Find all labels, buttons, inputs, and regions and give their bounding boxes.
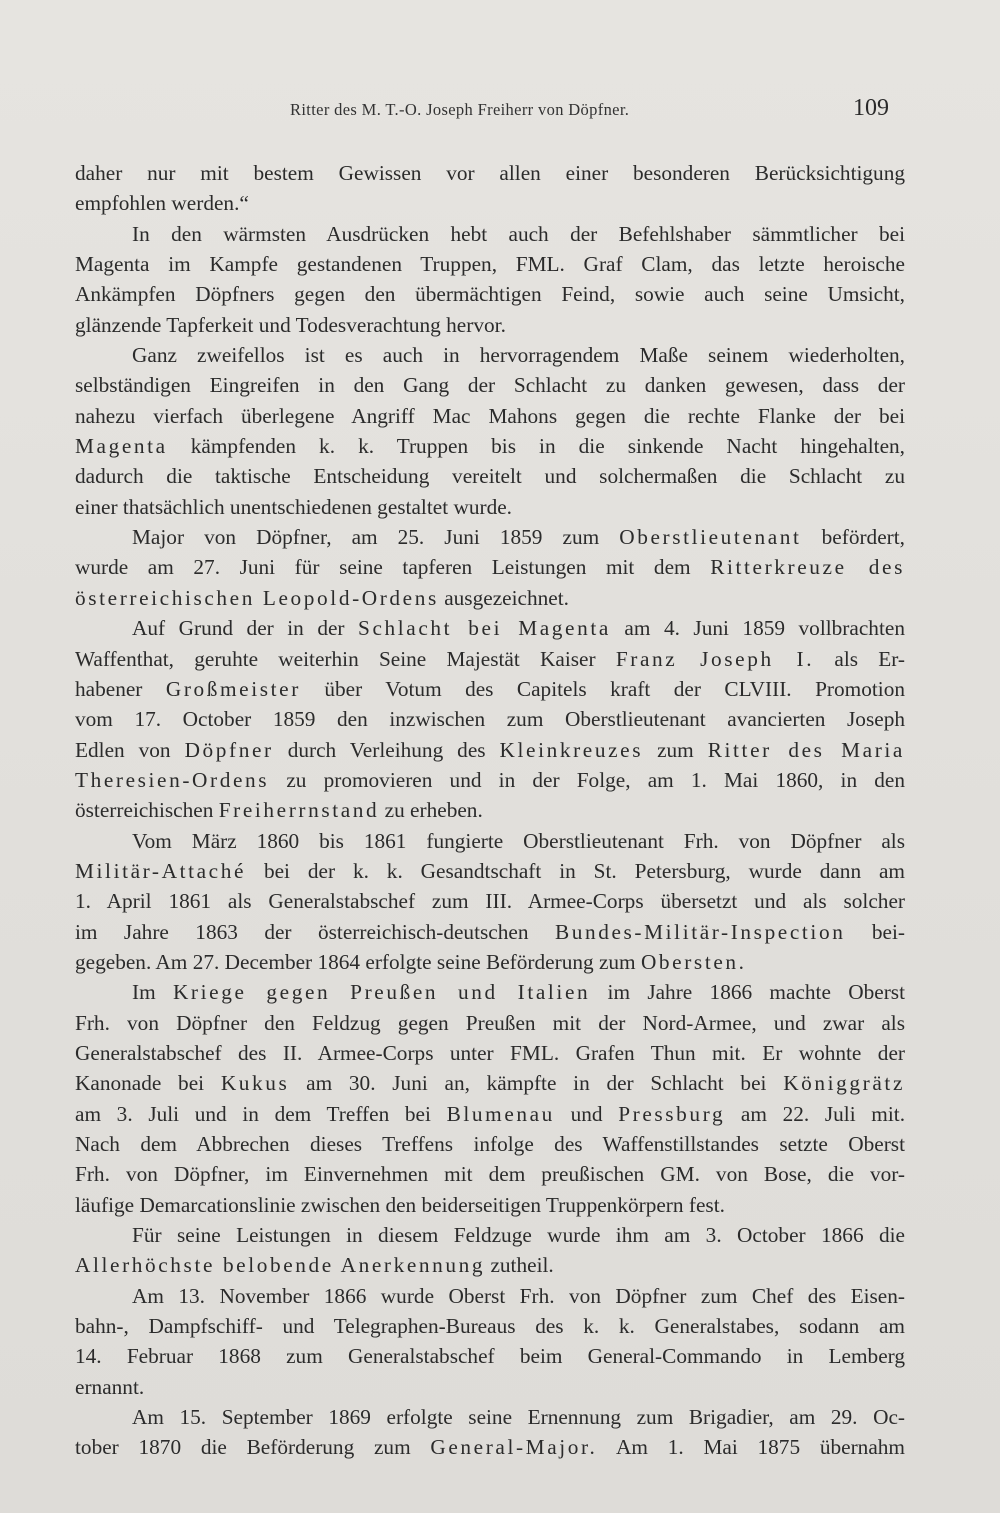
text-line — [75, 492, 905, 522]
text-line — [75, 1220, 905, 1250]
spaced-emphasis: österreichischen Leopold-Ordens — [75, 585, 439, 610]
text-line — [75, 522, 905, 552]
line-text: 1. April 1861 als Generalstabschef zum III. Armee-Corps übersetzt und als solcher — [75, 889, 905, 914]
line-text: empfohlen werden.“ — [75, 191, 249, 216]
spaced-emphasis: Großmeister — [165, 676, 301, 701]
text-line — [75, 886, 905, 916]
spaced-emphasis: Ritterkreuze des — [710, 555, 906, 580]
text-line — [75, 158, 905, 188]
line-text: läufige Demarcationslinie zwischen den beiderseitigen Truppenkörpern fest. — [75, 1192, 725, 1217]
text-line — [75, 644, 905, 674]
line-text: wurde am 27. Juni für seine tapferen Leistungen mit dem — [75, 555, 711, 580]
line-text: einer thatsächlich unentschiedenen gestaltet wurde. — [75, 494, 513, 519]
line-text: 14. Februar 1868 zum Generalstabschef beim General-Commando in Lemberg — [75, 1344, 905, 1369]
spaced-emphasis: Militär-Attaché — [75, 858, 247, 883]
line-text: Vom März 1860 bis 1861 fungierte Oberstlieutenant Frh. von Döpfner als — [132, 828, 905, 853]
line-text: Edlen von — [75, 737, 185, 762]
line-text: durch Verleihung des — [273, 737, 500, 762]
spaced-emphasis: Obersten. — [640, 949, 747, 974]
line-text: Im — [132, 980, 173, 1005]
spaced-emphasis: Ritter des Maria — [707, 737, 905, 762]
text-line — [75, 431, 905, 461]
line-text: im Jahre 1866 machte Oberst — [590, 980, 905, 1005]
line-text: kämpfenden k. k. Truppen bis in die sinkende Nacht hingehalten, — [167, 434, 905, 459]
spaced-emphasis: Allerhöchste belobende Anerkennung — [75, 1253, 486, 1278]
text-line — [75, 249, 905, 279]
text-line — [75, 219, 905, 249]
text-line — [75, 1068, 905, 1098]
text-line — [75, 826, 905, 856]
spaced-emphasis: Oberstlieutenant — [619, 525, 802, 550]
line-text: ernannt. — [75, 1374, 145, 1399]
line-text: Waffenthat, geruhte weiterhin Seine Majestät Kaiser — [75, 646, 616, 671]
line-text: Frh. von Döpfner den Feldzug gegen Preußen mit der Nord-Armee, und zwar als — [75, 1010, 905, 1035]
line-text: habener — [75, 676, 166, 701]
spaced-emphasis: Kleinkreuzes — [499, 737, 644, 762]
text-line — [75, 340, 905, 370]
line-text: vom 17. October 1859 den inzwischen zum Oberstlieutenant avancierten Joseph — [75, 707, 905, 732]
line-text: selbständigen Eingreifen in den Gang der Schlacht zu danken gewesen, dass der — [75, 373, 905, 398]
line-text: am 4. Juni 1859 vollbrachten — [610, 616, 905, 641]
line-text: über Votum des Capitels kraft der CLVIII. Promotion — [300, 676, 905, 701]
text-line — [75, 765, 905, 795]
text-line — [75, 1159, 905, 1189]
text-line — [75, 1038, 905, 1068]
text-line — [75, 947, 905, 977]
line-text: bahn-, Dampfschiff- und Telegraphen-Bureaus des k. k. Generalstabes, sodann am — [75, 1314, 905, 1339]
text-line — [75, 795, 905, 825]
line-text: dadurch die taktische Entscheidung vereitelt und solchermaßen die Schlacht zu — [75, 464, 905, 489]
text-line — [75, 977, 905, 1007]
spaced-emphasis: Königgrätz — [783, 1071, 905, 1096]
line-text: als Er- — [814, 646, 906, 671]
line-text: zum — [643, 737, 708, 762]
spaced-emphasis: Magenta — [75, 434, 168, 459]
spaced-emphasis: Blumenau — [446, 1101, 555, 1126]
line-text: tober 1870 die Beförderung zum — [75, 1435, 431, 1460]
line-text: und — [554, 1101, 619, 1126]
line-text: Nach dem Abbrechen dieses Treffens infolge des Waffenstillstandes setzte Oberst — [75, 1132, 905, 1156]
line-text: am 3. Juli und in dem Treffen bei — [75, 1101, 447, 1126]
line-text: gegeben. Am 27. December 1864 erfolgte seine Beförderung zum — [75, 949, 641, 974]
text-line — [75, 1129, 905, 1159]
body-text — [75, 158, 905, 1463]
line-text: Major von Döpfner, am 25. Juni 1859 zum — [132, 525, 620, 550]
running-title: Ritter des M. T.-O. Joseph Freiherr von Döpfner. — [290, 100, 630, 119]
line-text: nahezu vierfach überlegene Angriff Mac Mahons gegen die rechte Flanke der bei — [75, 403, 905, 428]
text-line — [75, 1190, 905, 1220]
spaced-emphasis: Theresien-Ordens — [75, 767, 270, 792]
running-head — [0, 95, 1000, 126]
line-text: österreichischen — [75, 798, 219, 823]
text-line — [75, 856, 905, 886]
spaced-emphasis: Pressburg — [618, 1101, 726, 1126]
text-line — [75, 1250, 905, 1280]
spaced-emphasis: Freiherrnstand — [218, 798, 380, 823]
text-line — [75, 401, 905, 431]
spaced-emphasis: Franz Joseph I. — [615, 646, 815, 671]
text-line — [75, 583, 905, 613]
text-line — [75, 704, 905, 734]
spaced-emphasis: General-Major. — [430, 1435, 598, 1460]
text-line — [75, 674, 905, 704]
text-line — [75, 310, 905, 340]
line-text: zutheil. — [485, 1253, 554, 1278]
text-line — [75, 735, 905, 765]
text-line — [75, 188, 905, 218]
line-text: am 22. Juli mit. — [725, 1101, 906, 1126]
line-text: In den wärmsten Ausdrücken hebt auch der Befehlshaber sämmtlicher bei — [132, 221, 905, 246]
text-line — [75, 279, 905, 309]
spaced-emphasis: Kriege gegen Preußen und Italien — [172, 980, 591, 1005]
line-text: zu erheben. — [379, 798, 483, 823]
line-text: am 30. Juni an, kämpfte in der Schlacht bei — [289, 1071, 784, 1096]
line-text: Kanonade bei — [75, 1071, 221, 1096]
line-text: Am 15. September 1869 erfolgte seine Ernennung zum Brigadier, am 29. Oc- — [132, 1405, 905, 1430]
line-text: Am 13. November 1866 wurde Oberst Frh. von Döpfner zum Chef des Eisen- — [132, 1283, 905, 1308]
text-line — [75, 917, 905, 947]
line-text: befördert, — [801, 525, 905, 550]
text-line — [75, 1008, 905, 1038]
text-line — [75, 1311, 905, 1341]
line-text: Auf Grund der in der — [132, 616, 359, 641]
text-line — [75, 1372, 905, 1402]
text-line — [75, 1281, 905, 1311]
line-text: Ganz zweifellos ist es auch in hervorragendem Maße seinem wiederholten, — [132, 343, 905, 368]
line-text: Ankämpfen Döpfners gegen den übermächtigen Feind, sowie auch seine Umsicht, — [75, 282, 905, 307]
spaced-emphasis: Döpfner — [184, 737, 274, 762]
text-line — [75, 1432, 905, 1462]
text-line — [75, 613, 905, 643]
line-text: Generalstabschef des II. Armee-Corps unter FML. Grafen Thun mit. Er wohnte der — [75, 1040, 905, 1065]
text-line — [75, 461, 905, 491]
text-line — [75, 1099, 905, 1129]
line-text: Für seine Leistungen in diesem Feldzuge wurde ihm am 3. October 1866 die — [132, 1223, 905, 1248]
line-text: glänzende Tapferkeit und Todesverachtung hervor. — [75, 312, 506, 337]
line-text: bei- — [845, 919, 906, 944]
spaced-emphasis: Kukus — [220, 1071, 290, 1096]
spaced-emphasis: Bundes-Militär-Inspection — [554, 919, 846, 944]
line-text: im Jahre 1863 der österreichisch-deutschen — [75, 919, 555, 944]
text-line — [75, 552, 905, 582]
line-text: Frh. von Döpfner, im Einvernehmen mit dem preußischen GM. von Bose, die vor- — [75, 1162, 905, 1187]
text-line — [75, 1341, 905, 1371]
line-text: Magenta im Kampfe gestandenen Truppen, FML. Graf Clam, das letzte heroische — [75, 252, 905, 277]
line-text: ausgezeichnet. — [438, 585, 569, 610]
line-text: bei der k. k. Gesandtschaft in St. Petersburg, wurde dann am — [246, 858, 905, 883]
text-line — [75, 1402, 905, 1432]
line-text: daher nur mit bestem Gewissen vor allen einer besonderen Berücksichtigung — [75, 161, 905, 185]
line-text: zu promovieren und in der Folge, am 1. Mai 1860, in den — [269, 767, 905, 792]
line-text: Am 1. Mai 1875 übernahm — [597, 1435, 905, 1460]
page-number: 109 — [853, 95, 889, 121]
spaced-emphasis: Schlacht bei Magenta — [358, 616, 611, 641]
text-line — [75, 370, 905, 400]
